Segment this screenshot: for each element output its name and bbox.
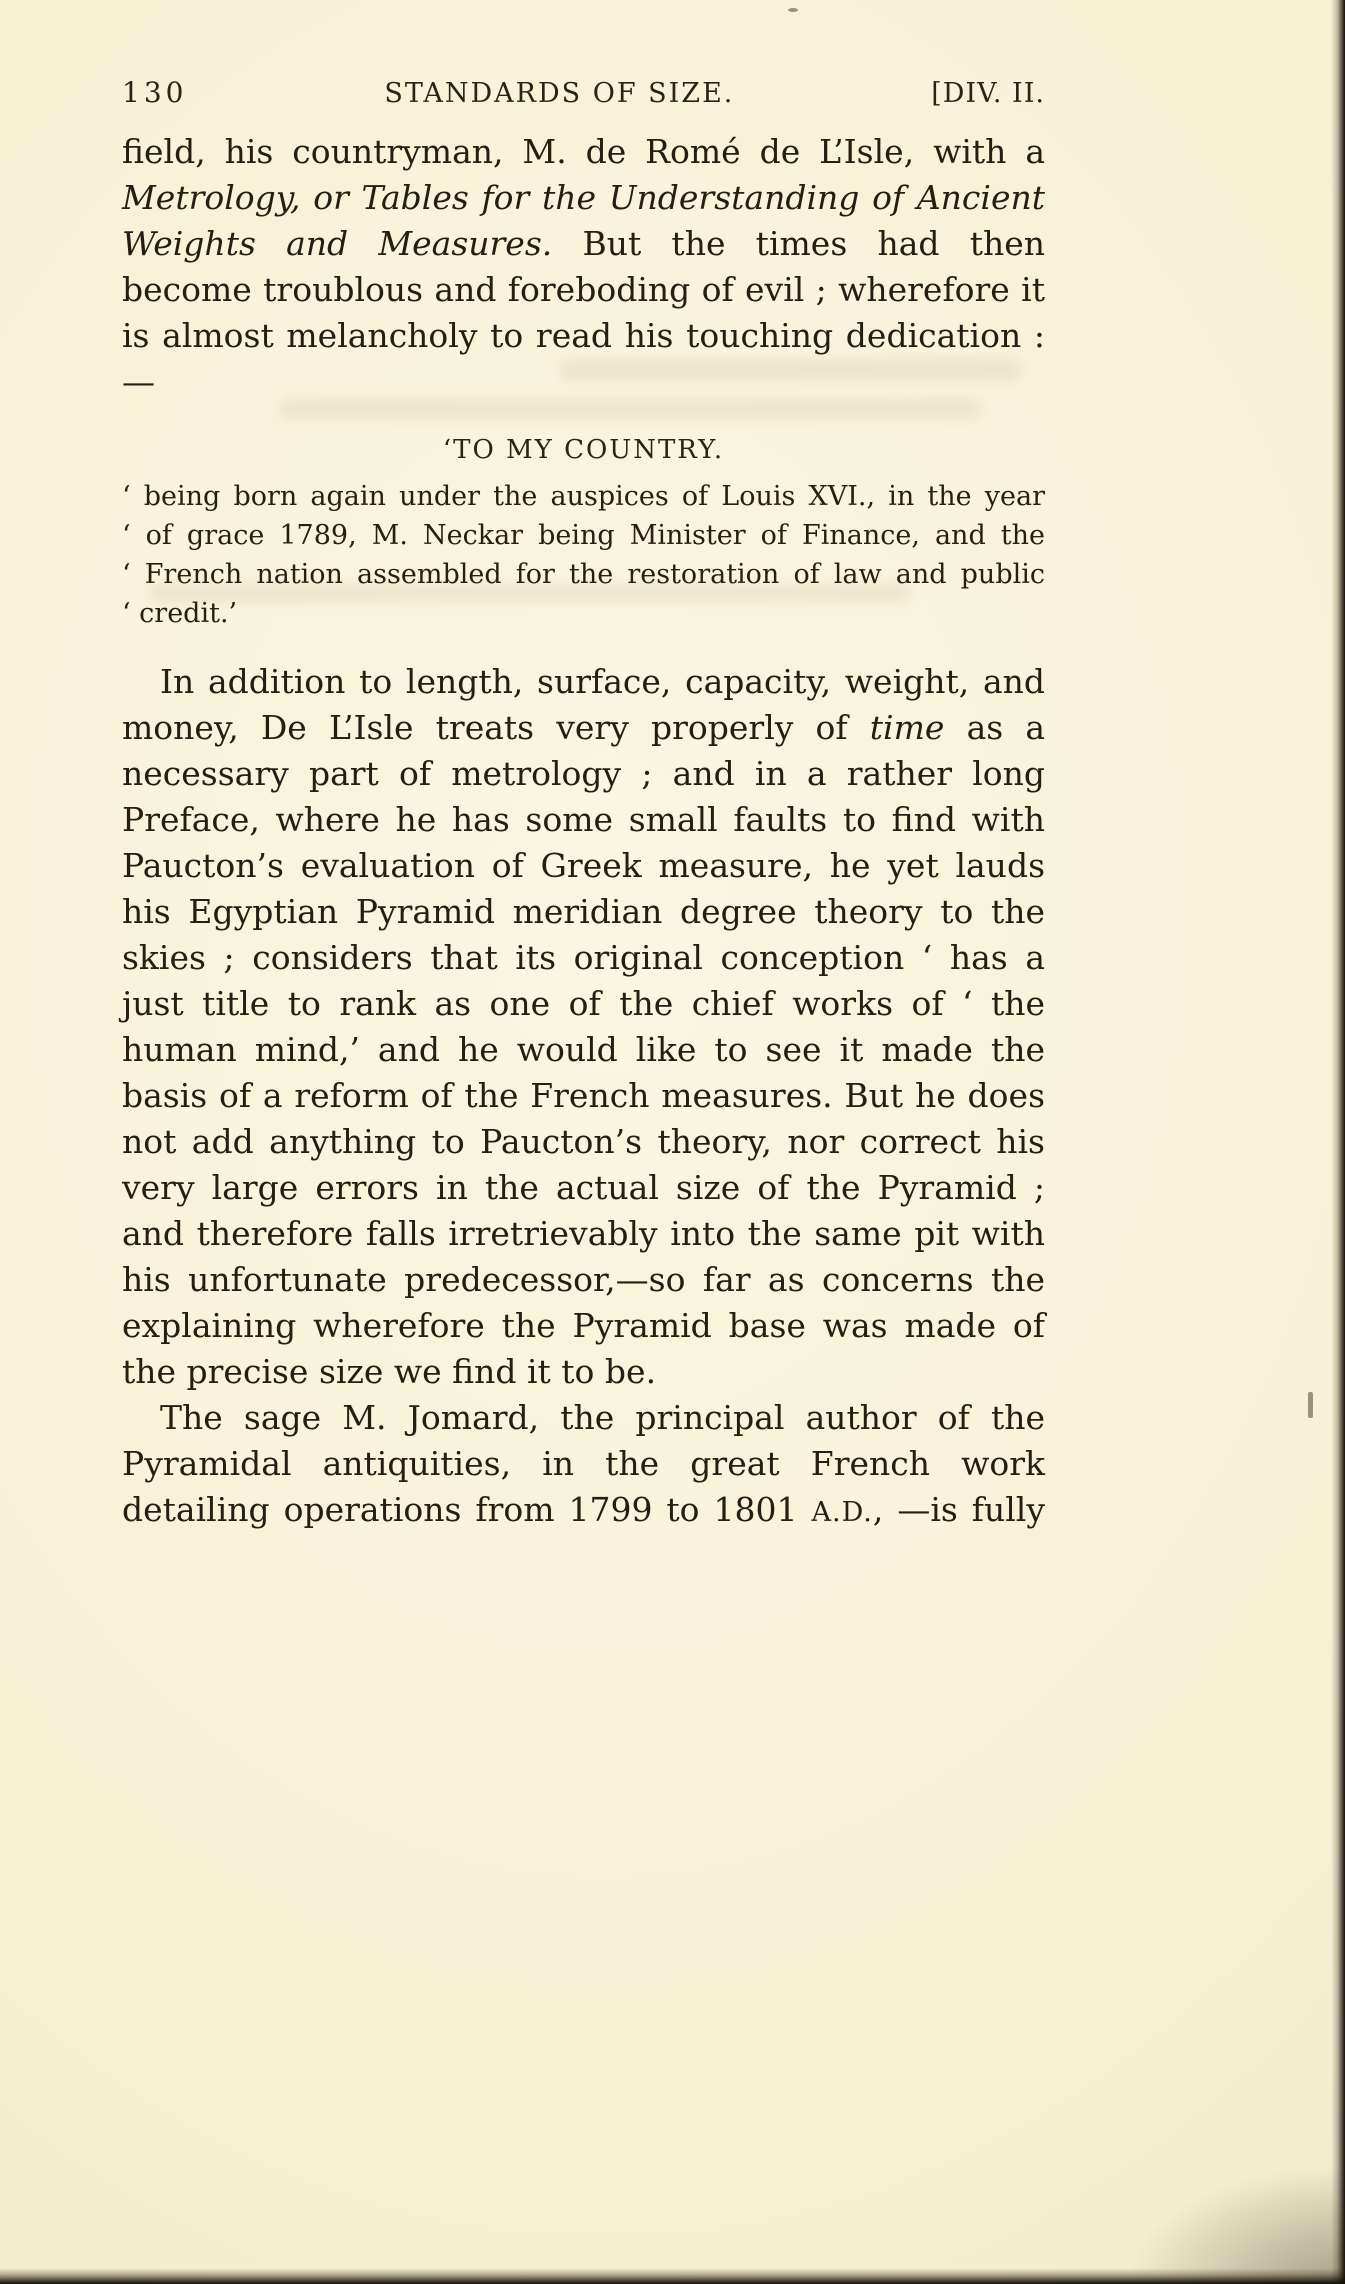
quote-line-2: ‘ of grace 1789, M. Neckar being Minister of Finance, and the [122, 520, 1045, 551]
paragraph-1-text-a: field, his countryman, M. de Romé de L’Isle, with a [122, 132, 1045, 171]
paragraph-3-text-b: , —is fully [872, 1490, 1045, 1529]
paragraph-continuation [122, 129, 1045, 405]
ad-abbreviation: A.D. [811, 1497, 873, 1528]
running-title: STANDARDS OF SIZE. [384, 78, 735, 109]
paragraph-2-italic-word: time [869, 708, 945, 747]
page-number: 130 [122, 76, 188, 109]
scan-speck [1308, 1392, 1313, 1418]
paragraph-1-text-b: But the times had then become troublous and foreboding of evil ; wherefore it is almost melancholy to read his touching dedication :— [122, 224, 1046, 401]
paragraph-1-italic-title: Metrology, or Tables for the Understanding of Ancient Weights and Measures. [122, 178, 1045, 263]
division-label: [DIV. II. [931, 78, 1045, 109]
paragraph-2-text-b: as a necessary part of metrology ; and in a rather long Preface, where he has some small faults to find with Paucton’s evaluation of Greek measure, he yet lauds his Egyptian Pyramid meridian degree theory to the skies ; considers that its original conception ‘ has a just title to rank as one of the chief works of ‘ the human mind,’ and he would like to see it made the basis of a reform of the French measures. But he does not add anything to Paucton’s theory, nor correct his very large errors in the actual size of the Pyramid ; and therefore falls irretrievably into the same pit with his unfortunate predecessor,—so far as concerns the explaining wherefore the Pyramid base was made of the precise size we find it to be. [122, 708, 1046, 1391]
scan-edge-bottom [0, 2268, 1345, 2284]
page-body [122, 129, 1045, 1536]
dedication-heading: ‘TO MY COUNTRY. [442, 435, 725, 465]
scan-corner-shadow [1125, 2164, 1345, 2284]
quote-line-4: ‘ credit.’ [122, 598, 238, 629]
quote-line-1: ‘ being born again under the auspices of Louis XVI., in the year [122, 481, 1045, 512]
paragraph-3-text-a: The sage M. Jomard, the principal author of the Pyramidal antiquities, in the great French work detailing operations from 1799 to 1801 [122, 1398, 1045, 1529]
scan-edge-right [1331, 0, 1345, 2284]
paragraph-2 [122, 659, 1045, 1395]
page-header [122, 0, 1045, 109]
paragraph-3 [122, 1395, 1045, 1536]
quote-line-3: ‘ French nation assembled for the restoration of law and public [122, 559, 1045, 590]
paragraph-2-text-a: In addition to length, surface, capacity, weight, and money, De L’Isle treats very properly of [122, 662, 1045, 747]
dedication-quote-block [122, 477, 1045, 633]
